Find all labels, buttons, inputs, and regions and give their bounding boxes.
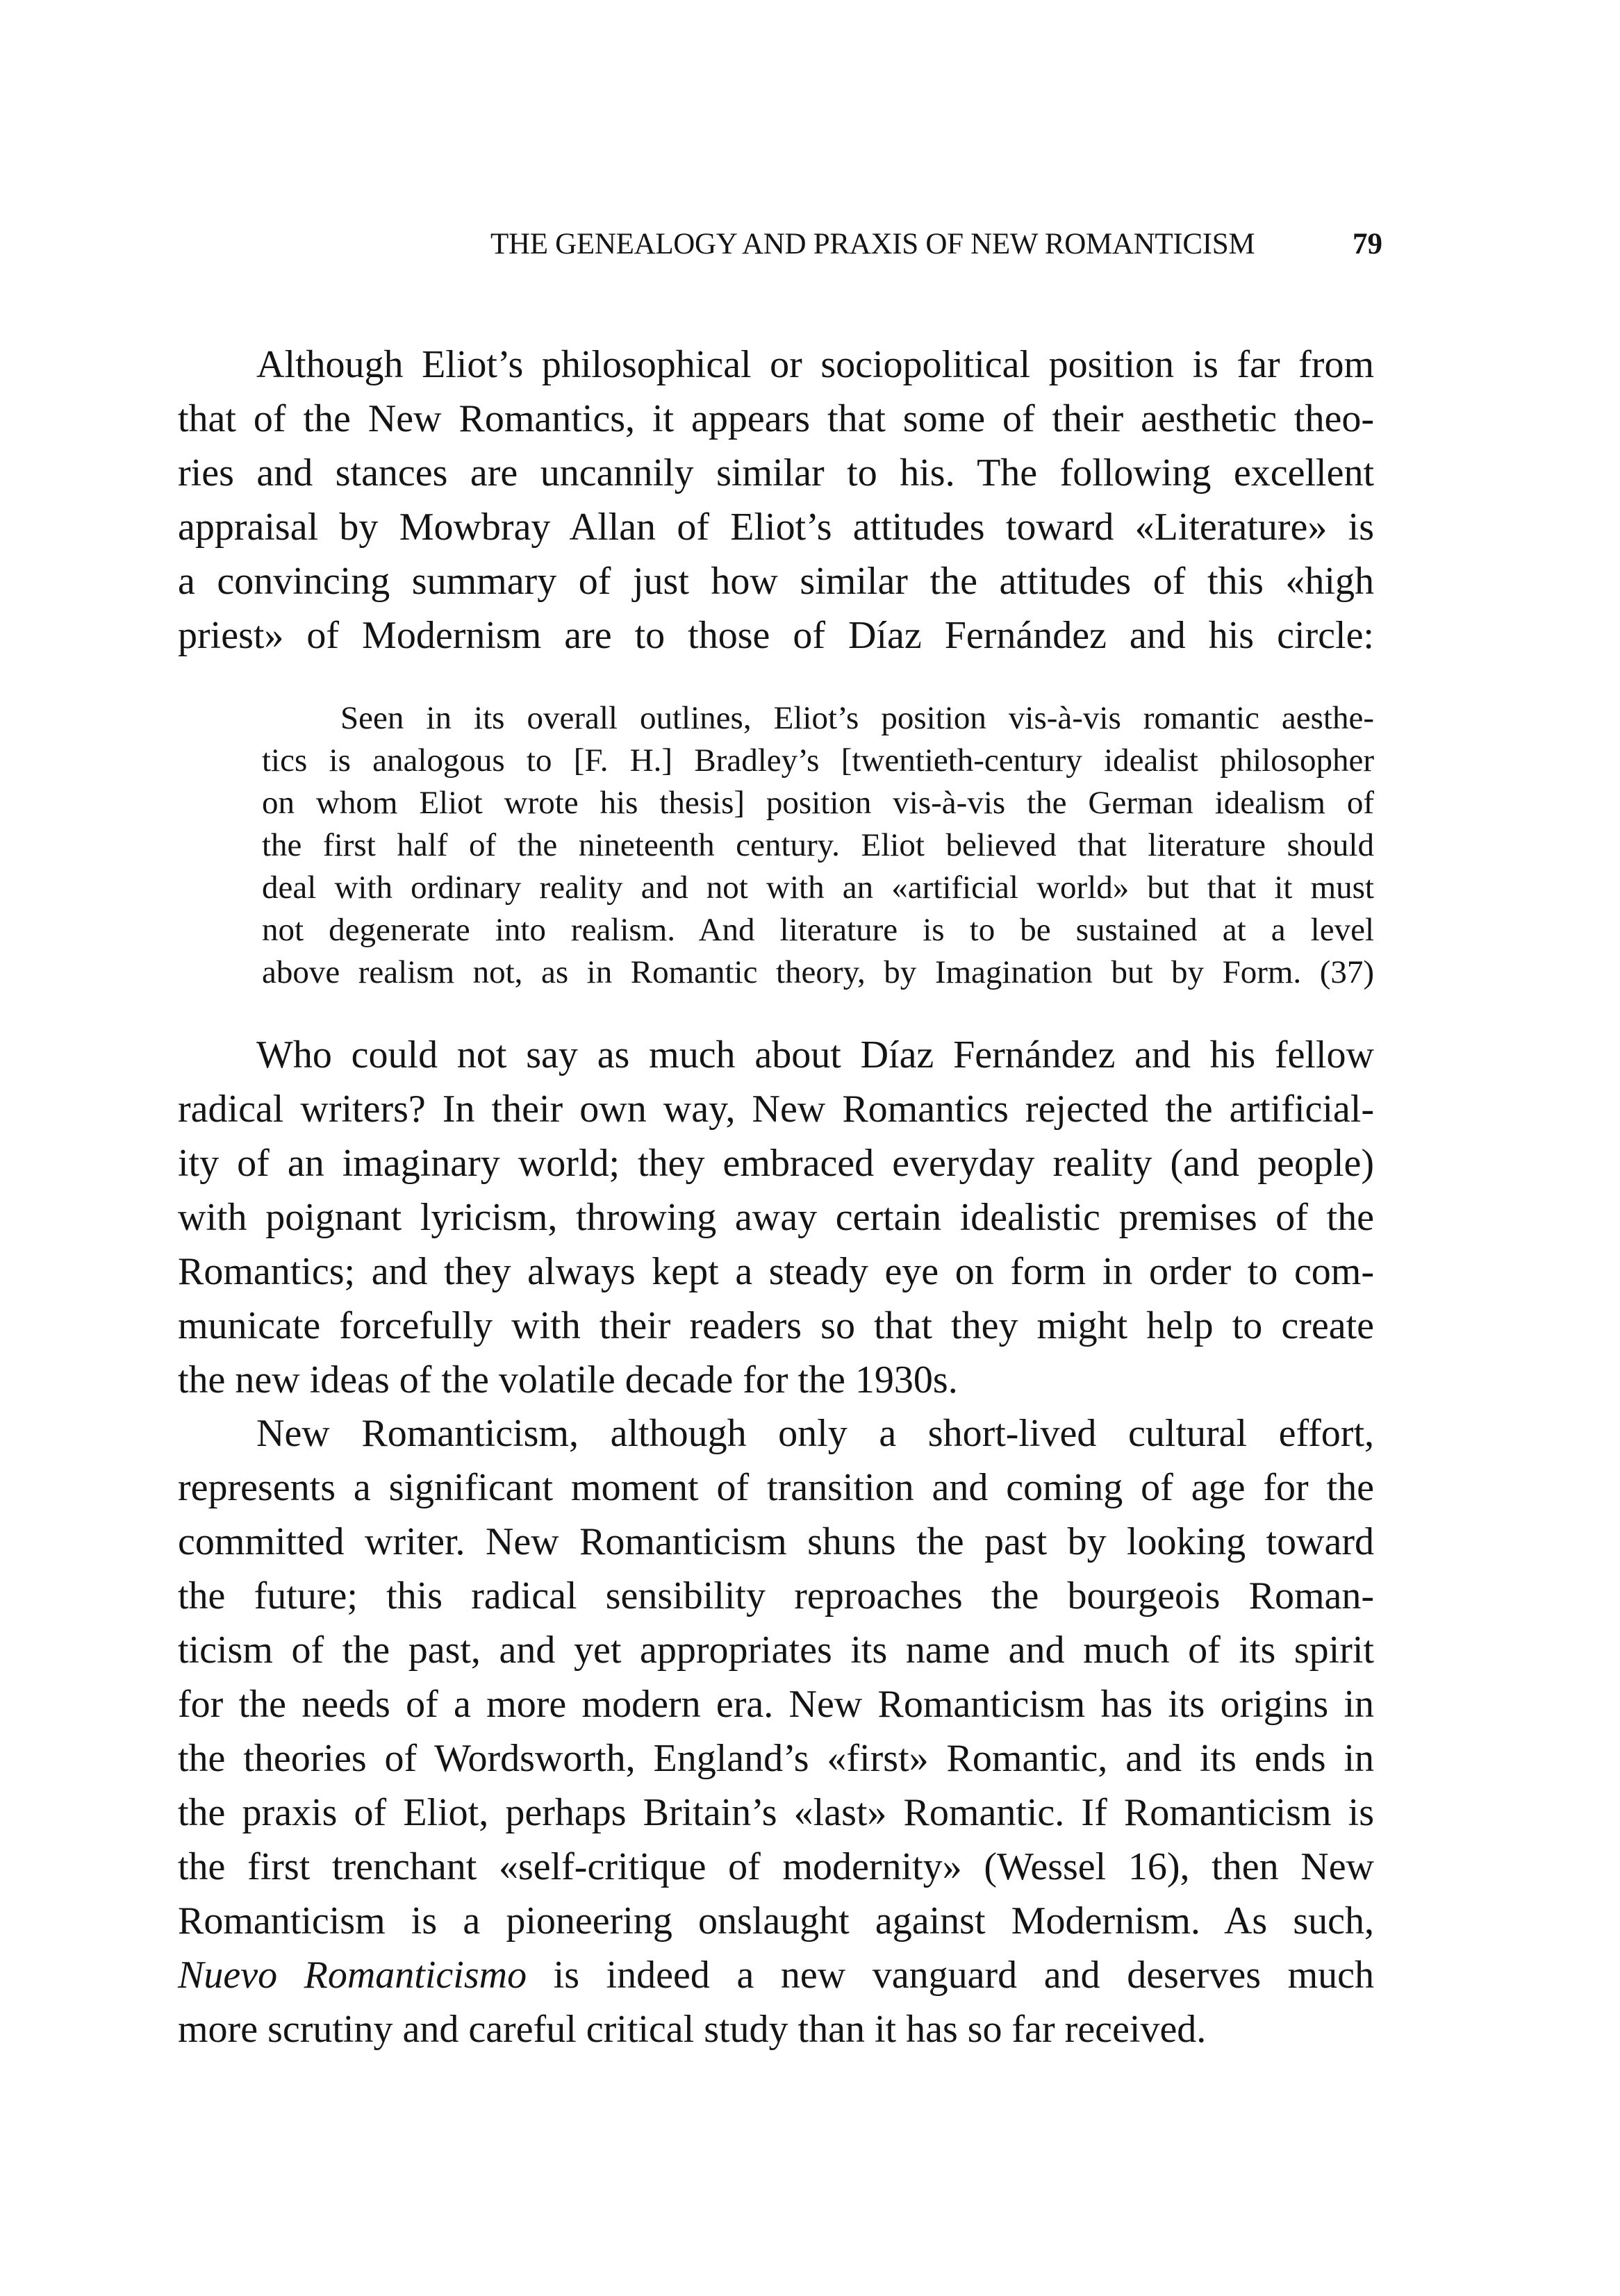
paragraph-line: that of the New Romantics, it appears that some of their aesthetic theo-: [178, 397, 1374, 440]
paragraph-line: committed writer. New Romanticism shuns the past by looking toward: [178, 1520, 1374, 1563]
paragraph-line: Who could not say as much about Díaz Fernández and his fellow: [256, 1033, 1374, 1076]
line-rest: is indeed a new vanguard and deserves much: [527, 1954, 1375, 1997]
quote-line: the first half of the nineteenth century. Eliot believed that literature should: [262, 827, 1374, 863]
paragraph-line: the future; this radical sensibility reproaches the bourgeois Roman-: [178, 1574, 1374, 1617]
paragraph-line: Romantics; and they always kept a steady eye on form in order to com-: [178, 1250, 1374, 1293]
quote-line: deal with ordinary reality and not with an «artificial world» but that it must: [262, 870, 1374, 906]
paragraph-line: for the needs of a more modern era. New Romanticism has its origins in: [178, 1683, 1374, 1726]
paragraph-line: the praxis of Eliot, perhaps Britain’s «last» Romantic. If Romanticism is: [178, 1791, 1374, 1834]
paragraph-line: the new ideas of the volatile decade for the 1930s.: [178, 1358, 958, 1401]
paragraph-line: the theories of Wordsworth, England’s «first» Romantic, and its ends in: [178, 1737, 1374, 1780]
paragraph-line: with poignant lyricism, throwing away certain idealistic premises of the: [178, 1196, 1374, 1239]
paragraph-line: ticism of the past, and yet appropriates its name and much of its spirit: [178, 1629, 1374, 1672]
paragraph-line: New Romanticism, although only a short-lived cultural effort,: [256, 1412, 1374, 1455]
paragraph-line: Although Eliot’s philosophical or sociopolitical position is far from: [256, 343, 1374, 386]
quote-line: tics is analogous to [F. H.] Bradley’s [twentieth-century idealist philosopher: [262, 742, 1374, 779]
paragraph-3: [178, 1406, 1374, 2056]
paragraph-line: radical writers? In their own way, New Romantics rejected the artificial-: [178, 1088, 1374, 1131]
paragraph-line: [178, 1948, 1374, 2002]
paragraph-2: [178, 1028, 1374, 1407]
paragraph-line: municate forcefully with their readers so that they might help to create: [178, 1304, 1374, 1347]
page-number: 79: [1353, 228, 1382, 260]
block-quote: [262, 697, 1374, 994]
quote-line: not degenerate into realism. And literature is to be sustained at a level: [262, 912, 1374, 948]
paragraph-line: appraisal by Mowbray Allan of Eliot’s attitudes toward «Literature» is: [178, 506, 1374, 549]
paragraph-line: ries and stances are uncannily similar to his. The following excellent: [178, 451, 1374, 494]
running-title: THE GENEALOGY AND PRAXIS OF NEW ROMANTICISM: [490, 228, 1255, 260]
quote-line: above realism not, as in Romantic theory, by Imagination but by Form. (37): [262, 954, 1374, 990]
paragraph-1: [178, 338, 1374, 663]
paragraph-line: Romanticism is a pioneering onslaught against Modernism. As such,: [178, 1899, 1374, 1943]
quote-line: on whom Eliot wrote his thesis] position vis-à-vis the German idealism of: [262, 785, 1374, 821]
paragraph-line: ity of an imaginary world; they embraced everyday reality (and people): [178, 1142, 1374, 1185]
paragraph-line: more scrutiny and careful critical study than it has so far received.: [178, 2008, 1207, 2051]
paragraph-line: a convincing summary of just how similar the attitudes of this «high: [178, 560, 1374, 603]
paragraph-line: represents a significant moment of transition and coming of age for the: [178, 1466, 1374, 1509]
italic-title: Nuevo Romanticismo: [178, 1954, 527, 1997]
paragraph-line: priest» of Modernism are to those of Díaz Fernández and his circle:: [178, 614, 1374, 657]
paragraph-line: the first trenchant «self-critique of modernity» (Wessel 16), then New: [178, 1845, 1374, 1888]
running-head: [490, 224, 1382, 265]
quote-line: Seen in its overall outlines, Eliot’s position vis-à-vis romantic aesthe-: [340, 700, 1374, 736]
